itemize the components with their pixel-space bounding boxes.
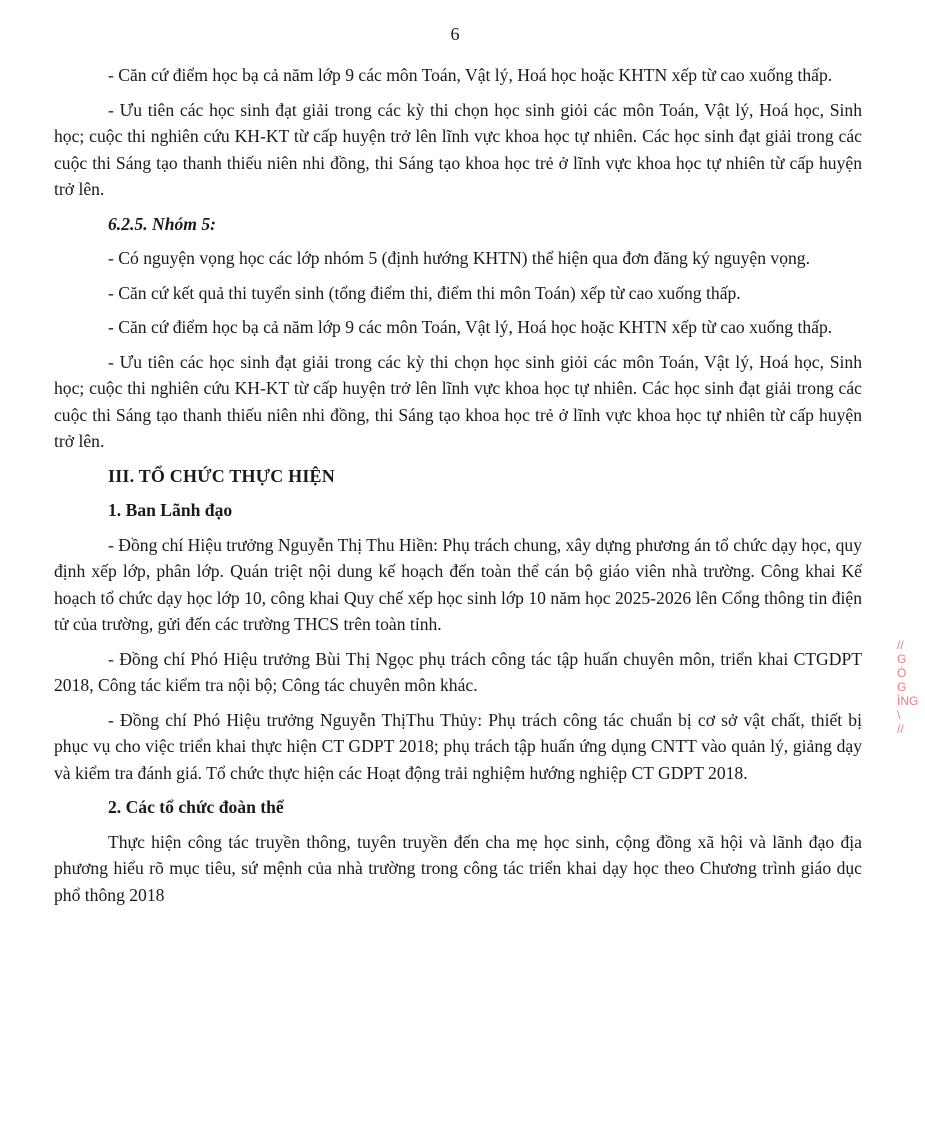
stamp-text: Ó <box>897 666 907 680</box>
stamp-text: // <box>897 638 904 652</box>
subsection-heading: 2. Các tổ chức đoàn thể <box>108 797 284 817</box>
paragraph: - Đồng chí Phó Hiệu trưởng Nguyễn ThịThu Thủy: Phụ trách công tác chuẩn bị cơ sở vật chất, thiết bị phục vụ cho việc triển khai thực hiện CT GDPT 2018; phụ trách tập huấn ứng dụng CNTT vào quản lý, giảng dạy và kiểm tra đánh giá. Tổ chức thực hiện các Hoạt động trải nghiệm hướng nghiệp CT GDPT 2018. <box>54 709 862 783</box>
stamp-text: \ <box>897 708 901 722</box>
page-number: 6 <box>450 24 460 44</box>
section-heading: III. TỔ CHỨC THỰC HIỆN <box>108 465 335 486</box>
document-body <box>54 62 862 916</box>
seal-stamp-fragment <box>897 638 925 788</box>
paragraph: - Ưu tiên các học sinh đạt giải trong các kỳ thi chọn học sinh giỏi các môn Toán, Vật lý, Hoá học, Sinh học; cuộc thi nghiên cứu KH-KT từ cấp huyện trở lên lĩnh vực khoa học tự nhiên. Các học sinh đạt giải trong các cuộc thi Sáng tạo thanh thiếu niên nhi đồng, thi Sáng tạo khoa học trẻ ở lĩnh vực khoa học tự nhiên từ cấp huyện trở lên. <box>54 351 862 451</box>
stamp-text: ÌNG <box>897 694 919 708</box>
paragraph: Thực hiện công tác truyền thông, tuyên truyền đến cha mẹ học sinh, cộng đồng xã hội và lãnh đạo địa phương hiểu rõ mục tiêu, sứ mệnh của nhà trường trong công tác triển khai dạy học theo Chương trình giáo dục phổ thông 2018 <box>54 831 862 905</box>
stamp-text: // <box>897 722 904 736</box>
paragraph: - Căn cứ kết quả thi tuyển sinh (tổng điểm thi, điểm thi môn Toán) xếp từ cao xuống thấp. <box>108 282 741 303</box>
subheading: 6.2.5. Nhóm 5: <box>108 213 217 234</box>
stamp-text: G <box>897 680 907 694</box>
stamp-text: G <box>897 652 907 666</box>
paragraph: - Ưu tiên các học sinh đạt giải trong các kỳ thi chọn học sinh giỏi các môn Toán, Vật lý, Hoá học, Sinh học; cuộc thi nghiên cứu KH-KT từ cấp huyện trở lên lĩnh vực khoa học tự nhiên. Các học sinh đạt giải trong các cuộc thi Sáng tạo thanh thiếu niên nhi đồng, thi Sáng tạo khoa học trẻ ở lĩnh vực khoa học tự nhiên từ cấp huyện trở lên. <box>54 99 862 199</box>
paragraph: - Đồng chí Hiệu trưởng Nguyễn Thị Thu Hiền: Phụ trách chung, xây dựng phương án tổ chức dạy học, quy định xếp lớp, phân lớp. Quán triệt nội dung kế hoạch đến toàn thể cán bộ giáo viên nhà trường. Công khai Kế hoạch tổ chức dạy học lớp 10, công khai Quy chế xếp học sinh lớp 10 năm học 2025-2026 lên Cổng thông tin điện tử của trường, gửi đến các trường THCS trên toàn tỉnh. <box>54 534 862 634</box>
paragraph: - Đồng chí Phó Hiệu trưởng Bùi Thị Ngọc phụ trách công tác tập huấn chuyên môn, triển khai CTGDPT 2018, Công tác kiểm tra nội bộ; Công tác chuyên môn khác. <box>54 648 862 695</box>
paragraph: - Có nguyện vọng học các lớp nhóm 5 (định hướng KHTN) thể hiện qua đơn đăng ký nguyện vọng. <box>108 248 810 268</box>
paragraph: - Căn cứ điểm học bạ cả năm lớp 9 các môn Toán, Vật lý, Hoá học hoặc KHTN xếp từ cao xuống thấp. <box>108 317 833 337</box>
subsection-heading: 1. Ban Lãnh đạo <box>108 500 233 520</box>
paragraph: - Căn cứ điểm học bạ cả năm lớp 9 các môn Toán, Vật lý, Hoá học hoặc KHTN xếp từ cao xuống thấp. <box>108 65 833 85</box>
